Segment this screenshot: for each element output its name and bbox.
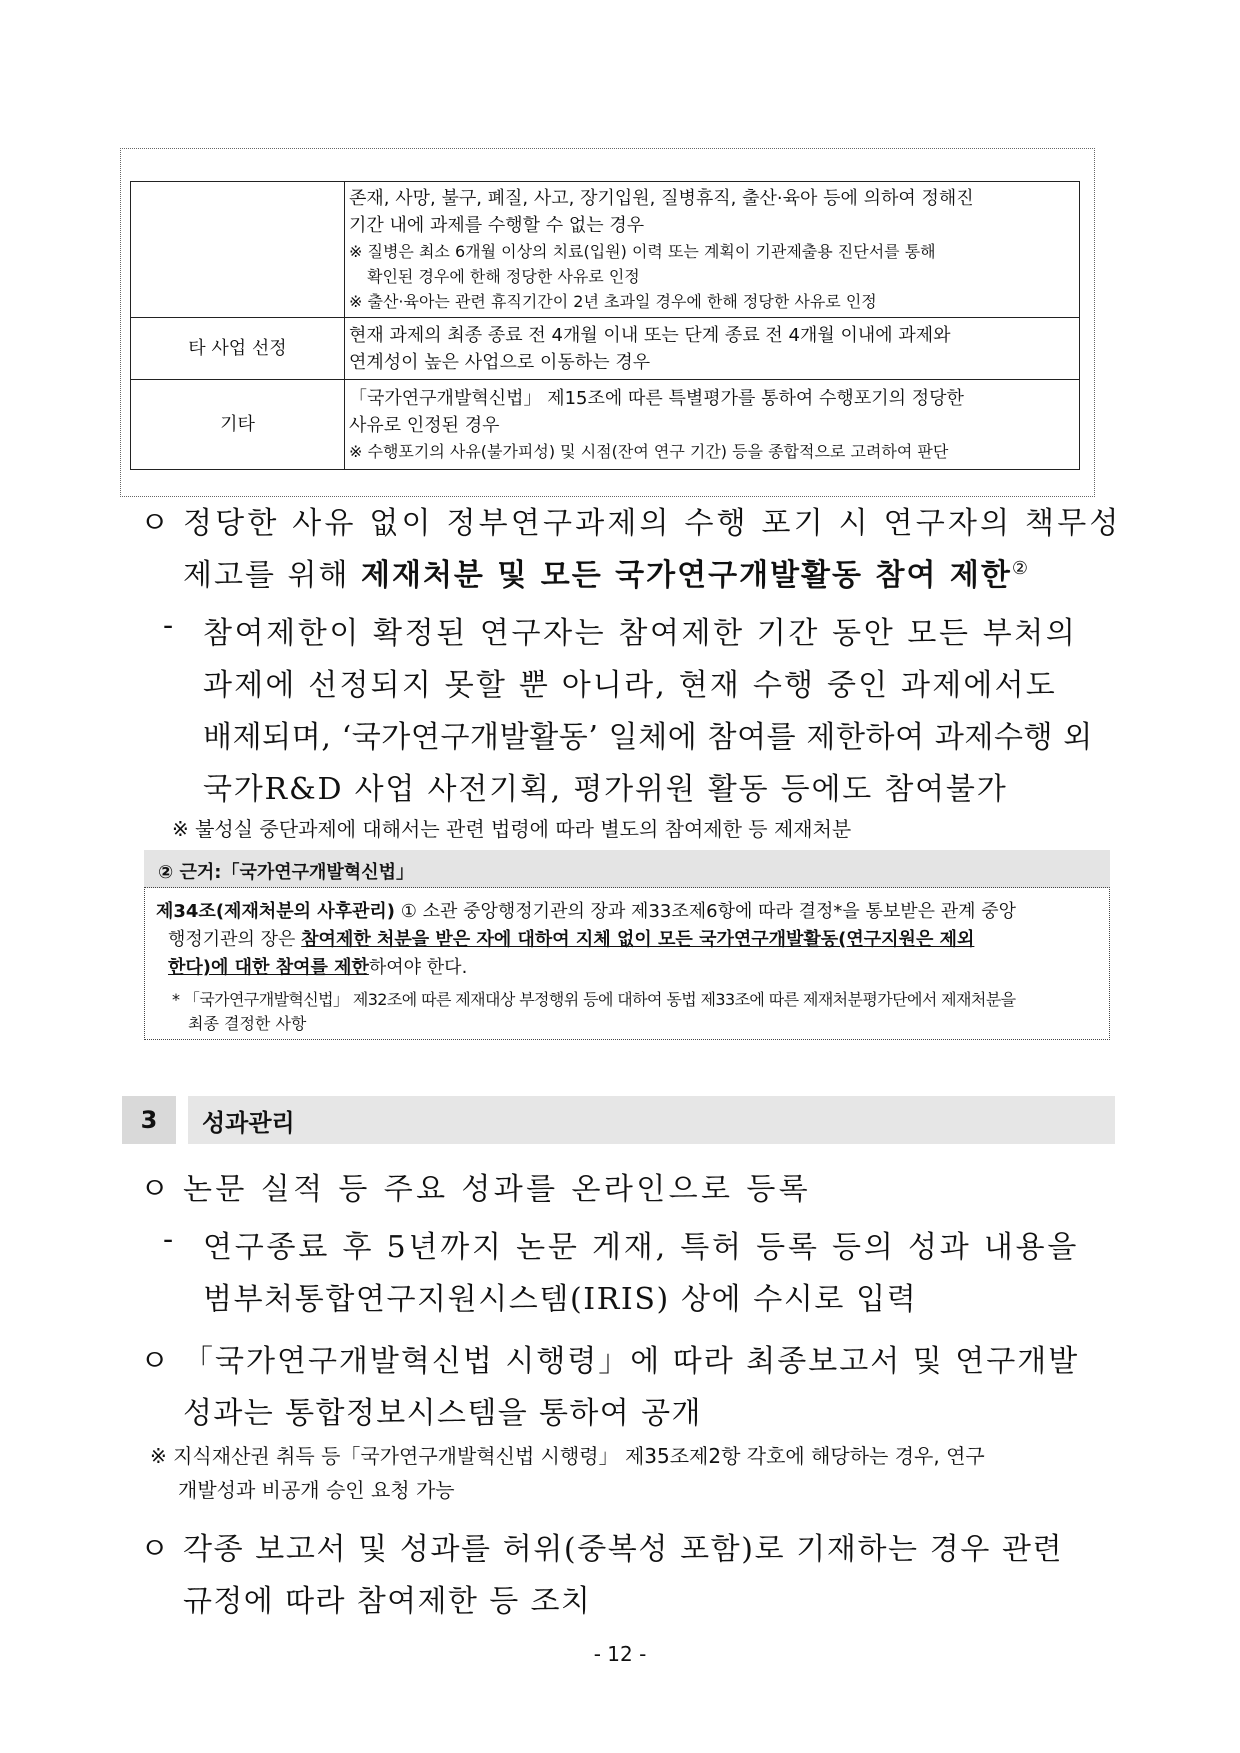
footnote-line: * 「국가연구개발혁신법」 제32조에 따른 제재대상 부정행위 등에 대하여 동법 제33조에 따른 제재처분평가단에서 제재처분을	[172, 990, 1016, 1009]
paragraph-line: 국가R&D 사업 사전기획, 평가위원 활동 등에도 참여불가	[203, 772, 1008, 807]
paragraph-line: 정당한 사유 없이 정부연구과제의 수행 포기 시 연구자의 책무성	[183, 506, 1122, 541]
note-line: ※ 지식재산권 취득 등「국가연구개발혁신법 시행령」 제35조제2항 각호에 해당하는 경우, 연구	[150, 1444, 985, 1468]
table-row	[131, 182, 1080, 318]
footnote-line: 최종 결정한 사항	[188, 1014, 307, 1033]
row-text: 사유로 인정된 경우	[349, 415, 500, 436]
bullet-marker: ㅇ	[140, 1172, 169, 1207]
row-label	[131, 182, 345, 318]
dash-marker: -	[163, 608, 174, 643]
row-text: 「국가연구개발혁신법」 제15조에 따른 특별평가를 통하여 수행포기의 정당한	[349, 388, 964, 409]
page-number: - 12 -	[593, 1642, 647, 1666]
paragraph-line: 배제되며, ‘국가연구개발활동’ 일체에 참여를 제한하여 과제수행 외	[203, 720, 1093, 755]
note-line: ※ 불성실 중단과제에 대해서는 관련 법령에 따라 별도의 참여제한 등 제재처분	[172, 817, 852, 841]
text-span: 행정기관의 장은	[168, 929, 302, 950]
row-label: 타 사업 선정	[131, 318, 345, 380]
paragraph-line: 과제에 선정되지 못할 뿐 아니라, 현재 수행 중인 과제에서도	[203, 668, 1057, 703]
basis-line	[156, 926, 1101, 954]
row-text: 연계성이 높은 사업으로 이동하는 경우	[349, 351, 651, 373]
bullet-marker: ㅇ	[140, 1344, 169, 1379]
bullet-marker: ㅇ	[140, 506, 169, 541]
bold-text: 제재처분 및 모든 국가연구개발활동 참여 제한	[360, 558, 1012, 593]
row-content	[345, 380, 1080, 470]
row-content	[345, 182, 1080, 318]
paragraph-line: 규정에 따라 참여제한 등 조치	[183, 1584, 592, 1619]
row-note: ※ 질병은 최소 6개월 이상의 치료(입원) 이력 또는 계획이 기관제출용 진단서를 통해	[349, 242, 936, 261]
basis-body	[156, 898, 1101, 982]
text-span: 제고를 위해	[183, 558, 361, 593]
row-label: 기타	[131, 380, 345, 470]
paragraph-line	[183, 550, 1030, 594]
row-note: ※ 출산·육아는 관련 휴직기간이 2년 초과일 경우에 한해 정당한 사유로 인정	[349, 292, 877, 311]
row-note: 확인된 경우에 한해 정당한 사유로 인정	[367, 267, 640, 286]
bullet-marker: ㅇ	[140, 1532, 169, 1567]
section-number: 3	[122, 1096, 176, 1144]
table-row	[131, 380, 1080, 470]
dash-marker: -	[163, 1222, 174, 1257]
paragraph-line: 참여제한이 확정된 연구자는 참여제한 기간 동안 모든 부처의	[203, 616, 1078, 651]
note-line: 개발성과 비공개 승인 요청 가능	[178, 1478, 455, 1502]
paragraph-line: 각종 보고서 및 성과를 허위(중복성 포함)로 기재하는 경우 관련	[183, 1532, 1064, 1567]
row-text: 기간 내에 과제를 수행할 수 없는 경우	[349, 215, 645, 236]
paragraph-line: 「국가연구개발혁신법 시행령」에 따라 최종보고서 및 연구개발	[183, 1344, 1080, 1379]
row-text: 존재, 사망, 불구, 폐질, 사고, 장기입원, 질병휴직, 출산·육아 등에 의하여 정해진	[349, 188, 974, 209]
text-span: 하여야 한다.	[368, 957, 468, 978]
row-note: ※ 수행포기의 사유(불가피성) 및 시점(잔여 연구 기간) 등을 종합적으로 고려하여 판단	[349, 442, 949, 461]
table-row	[131, 318, 1080, 380]
paragraph-line: 범부처통합연구지원시스템(IRIS) 상에 수시로 입력	[203, 1282, 918, 1317]
row-content	[345, 318, 1080, 380]
underlined-text: 한다)에 대한 참여를 제한	[168, 957, 369, 978]
paragraph-line: 논문 실적 등 주요 성과를 온라인으로 등록	[183, 1172, 812, 1207]
reasons-table	[130, 181, 1080, 470]
row-text: 현재 과제의 최종 종료 전 4개월 이내 또는 단계 종료 전 4개월 이내에 과제와	[349, 324, 951, 346]
footnote-marker: ②	[1011, 558, 1030, 579]
underlined-text: 참여제한 처분을 받은 자에 대하여 지체 없이 모든 국가연구개발활동(연구지원은 제외	[301, 929, 975, 950]
basis-footnote	[172, 988, 1102, 1036]
paragraph-line: 연구종료 후 5년까지 논문 게재, 특허 등록 등의 성과 내용을	[203, 1230, 1080, 1265]
basis-line	[156, 898, 1101, 926]
section-title: 성과관리	[188, 1096, 1115, 1144]
text-span: ① 소관 중앙행정기관의 장과 제33조제6항에 따라 결정*을 통보받은 관계 중앙	[395, 901, 1017, 922]
paragraph-line: 성과는 통합정보시스템을 통하여 공개	[183, 1396, 702, 1431]
basis-heading: ② 근거:「국가연구개발혁신법」	[144, 850, 1110, 888]
article-title: 제34조(제재처분의 사후관리)	[156, 901, 396, 922]
basis-line	[156, 954, 1101, 982]
